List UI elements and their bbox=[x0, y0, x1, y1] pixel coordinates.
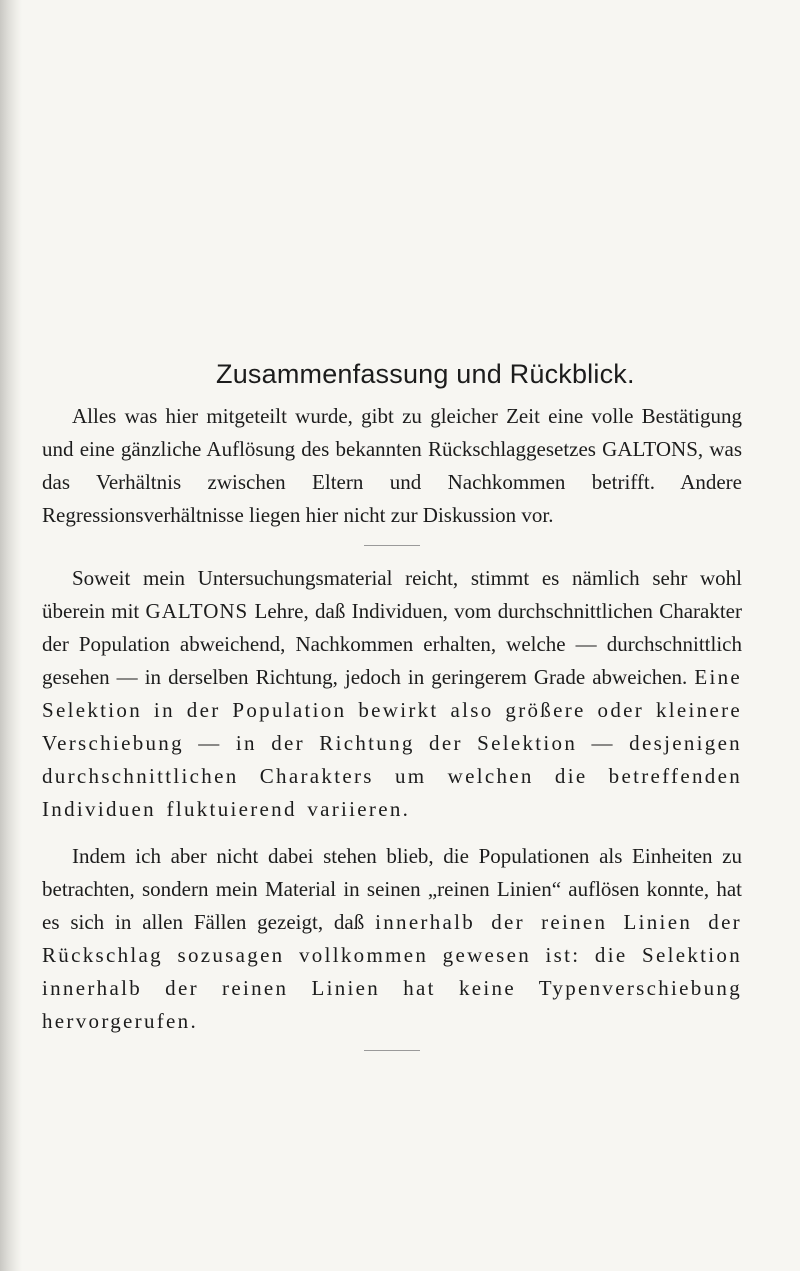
chapter-heading: Zusammenfassung und Rückblick. bbox=[216, 359, 635, 389]
paragraph-3-part1: Indem ich aber nicht dabei stehen blieb, die Populationen als Einheiten zu betrachten, sondern mein Material in seinen „reinen Linien“ auflösen konnte, hat es sich in allen Fällen gezeigt, daß bbox=[42, 844, 742, 934]
end-divider bbox=[364, 1050, 420, 1051]
document-page bbox=[42, 352, 742, 1067]
paragraph-2-emphasis: Eine Selektion in der Population bewirkt also größere oder kleinere Verschiebung — in der Richtung der Selektion — desjenigen durchschnittlichen Charakters um welchen die betreffenden Individuen fluktuierend variieren. bbox=[42, 665, 742, 821]
paragraph-galton bbox=[42, 562, 742, 826]
paragraph-2-part1: Soweit mein Untersuchungsmaterial reicht, stimmt es nämlich sehr wohl überein mit bbox=[42, 566, 742, 623]
paragraph-pure-lines bbox=[42, 840, 742, 1038]
author-name-galton: GALTONS bbox=[145, 599, 249, 623]
paragraph-3-emphasis: innerhalb der reinen Linien der Rückschlag sozusagen vollkommen gewesen ist: die Selektion innerhalb der reinen Linien hat keine Typenverschiebung hervorgerufen. bbox=[42, 910, 742, 1033]
page-edge-shadow bbox=[0, 0, 22, 1271]
section-divider bbox=[364, 545, 420, 546]
paragraph-summary bbox=[42, 400, 742, 532]
paragraph-1-text: Alles was hier mitgeteilt wurde, gibt zu gleicher Zeit eine volle Bestätigung und eine gänzliche Auflösung des bekannten Rückschlaggesetzes GALTONS, was das Verhältnis zwischen Eltern und Nachkommen betrifft. Andere Regressionsverhältnisse liegen hier nicht zur Diskussion vor. bbox=[42, 404, 742, 527]
paragraph-2-part2: Lehre, daß Individuen, vom durchschnittlichen Charakter der Population abweichend, Nachkommen erhalten, welche — durchschnittlich gesehen — in derselben Richtung, jedoch in geringerem Grade abweichen. bbox=[42, 599, 742, 689]
